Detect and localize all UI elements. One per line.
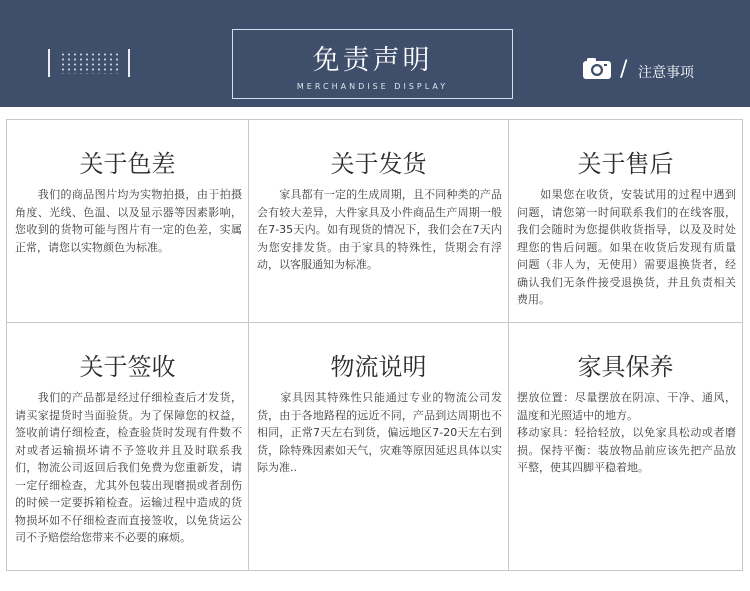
card-after-sales — [508, 119, 743, 323]
card-body: 我们的商品图片均为实物拍摄，由于拍摄角度、光线、色温、以及显示器等因素影响，您收到的货物可能与图片有一定的色差，实属正常，请您以实物颜色为标准。 — [15, 188, 242, 254]
card-title: 家具保养 — [577, 353, 674, 381]
card-body: 家具因其特殊性只能通过专业的物流公司发货，由于各地路程的远近不同，产品到达周期也不相同，正常7天左右到货，偏远地区7-20天左右到货，除特殊因素如天气，灾难等原因延迟具体以实际为准.. — [257, 391, 502, 474]
card-body: 家具都有一定的生成周期，且不同种类的产品会有较大差异，大件家具及小件商品生产周期一般在7-35天内。如有现货的情况下，我们会在7天内为您安排发货。由于家具的特殊性，货期会有浮动，以客服通知为标准。 — [257, 188, 502, 271]
card-body: 如果您在收货，安装试用的过程中遇到问题，请您第一时间联系我们的在线客服，我们会随时为您提供收货指导，以及及时处理您的售后问题。如果在收货后发现有质量问题（非人为，无使用）需要退换货者，经确认我们无条件接受退换货，并且负责相关费用。 — [517, 188, 736, 306]
page-subtitle: MERCHANDISE DISPLAY — [296, 82, 449, 91]
card-title: 关于色差 — [79, 150, 176, 178]
separator-slash: / — [620, 57, 628, 82]
card-receipt — [6, 322, 249, 571]
notice-label: 注意事项 — [638, 65, 694, 81]
card-title: 物流说明 — [330, 353, 427, 381]
card-maintenance — [508, 322, 743, 571]
decorative-dot-pattern — [48, 49, 130, 77]
card-logistics — [248, 322, 509, 571]
header-banner — [0, 0, 750, 107]
card-title: 关于签收 — [79, 353, 176, 381]
disclaimer-grid — [6, 119, 743, 571]
card-color-difference — [6, 119, 249, 323]
decorative-bar-left — [48, 49, 50, 77]
card-body: 摆放位置：尽量摆放在阴凉、干净、通风，温度和光照适中的地方。 移动家具：轻拾轻放，以免家具松动或者磨损。保持平衡：装放物品前应该先把产品放平整，使其四脚平稳着地。 — [517, 391, 736, 474]
camera-icon — [583, 58, 611, 79]
page-title: 免责声明 — [312, 45, 433, 76]
card-shipping — [248, 119, 509, 323]
title-frame — [232, 29, 513, 99]
decorative-bar-right — [128, 49, 130, 77]
decorative-dots — [60, 52, 118, 74]
card-body: 我们的产品都是经过仔细检查后才发货，请买家提货时当面验货。为了保障您的权益，签收前请仔细检查，检查验货时发现有件数不对或者运输损坏请不予签收并且及时联系我们，物流公司返回后我们免费为您重新发，请一定仔细检查，尤其外包装出现磨损或者刮伤的时候一定要拆箱检查。运输过程中造成的货物损坏如不仔细检查而直接签收，以免货运公司不予赔偿给您带来不必要的麻烦。 — [15, 391, 242, 544]
card-title: 关于售后 — [577, 150, 674, 178]
card-title: 关于发货 — [330, 150, 427, 178]
